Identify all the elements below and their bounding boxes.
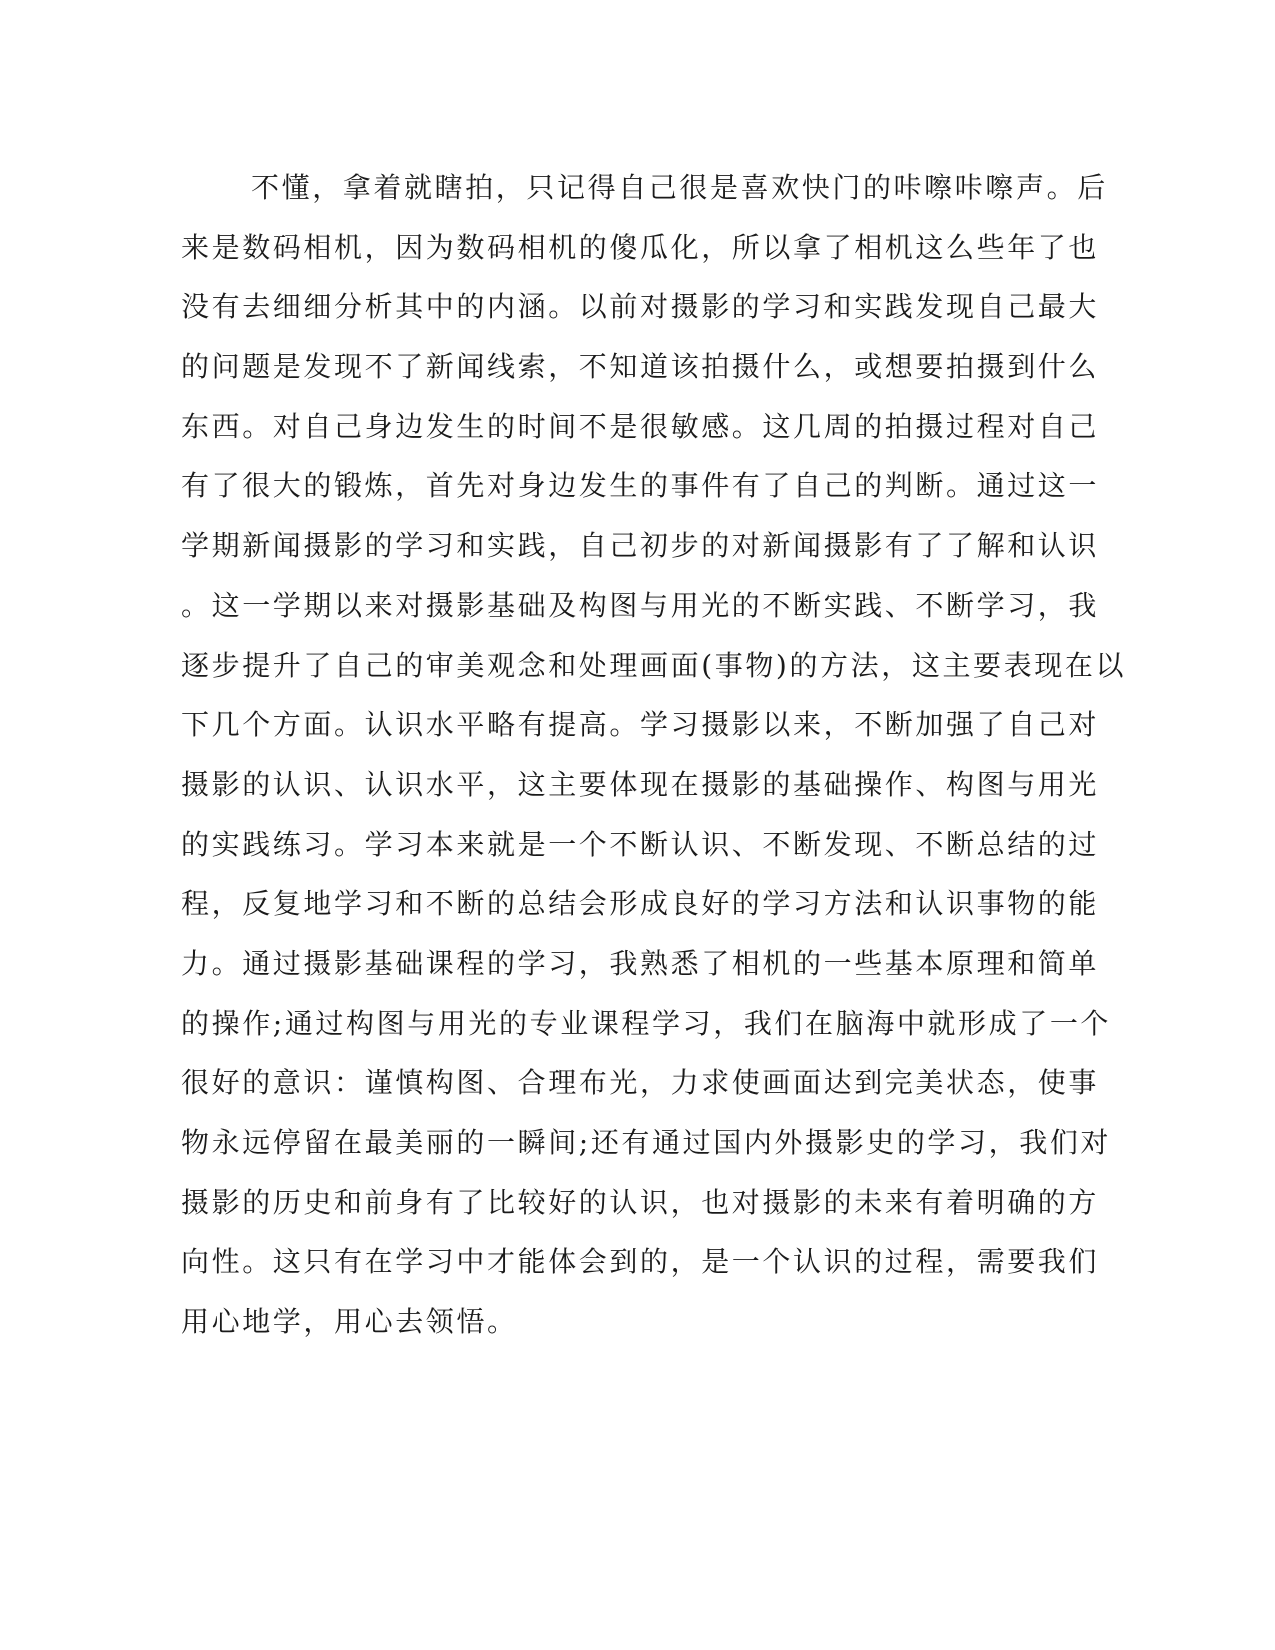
paragraph-line: 程，反复地学习和不断的总结会形成良好的学习方法和认识事物的能 [181,887,1100,921]
paragraph-line: 的实践练习。学习本来就是一个不断认识、不断发现、不断总结的过 [181,827,1100,861]
paragraph-line: 有了很大的锻炼，首先对身边发生的事件有了自己的判断。通过这一 [181,469,1100,503]
paragraph-line: 摄影的历史和前身有了比较好的认识，也对摄影的未来有着明确的方 [181,1185,1100,1219]
paragraph-line: 物永远停留在最美丽的一瞬间;还有通过国内外摄影史的学习，我们对 [181,1126,1112,1159]
paragraph-line: 力。通过摄影基础课程的学习，我熟悉了相机的一些基本原理和简单 [181,946,1100,980]
paragraph-line: 学期新闻摄影的学习和实践，自己初步的对新闻摄影有了了解和认识 [181,529,1100,563]
paragraph-line: 的问题是发现不了新闻线索，不知道该拍摄什么，或想要拍摄到什么 [181,350,1100,384]
paragraph-line: 下几个方面。认识水平略有提高。学习摄影以来，不断加强了自己对 [181,708,1100,742]
paragraph-line: 的操作;通过构图与用光的专业课程学习，我们在脑海中就形成了一个 [181,1006,1112,1040]
paragraph-line: 逐步提升了自己的审美观念和处理画面(事物)的方法，这主要表现在以 [181,648,1127,682]
paragraph-line: 用心地学，用心去领悟。 [181,1305,518,1339]
paragraph-line: 很好的意识：谨慎构图、合理布光，力求使画面达到完美状态，使事 [181,1066,1100,1100]
paragraph-line: 不懂，拿着就瞎拍，只记得自己很是喜欢快门的咔嚓咔嚓声。后 [251,171,1108,204]
paragraph-line: 摄影的认识、认识水平，这主要体现在摄影的基础操作、构图与用光 [181,767,1100,801]
body-paragraph [181,158,1127,1352]
paragraph-line: 。这一学期以来对摄影基础及构图与用光的不断实践、不断学习，我 [181,588,1100,622]
paragraph-line: 东西。对自己身边发生的时间不是很敏感。这几周的拍摄过程对自己 [181,409,1100,443]
paragraph-line: 来是数码相机，因为数码相机的傻瓜化，所以拿了相机这么些年了也 [181,230,1100,264]
paragraph-line: 向性。这只有在学习中才能体会到的，是一个认识的过程，需要我们 [181,1245,1100,1279]
paragraph-line: 没有去细细分析其中的内涵。以前对摄影的学习和实践发现自己最大 [181,290,1100,324]
